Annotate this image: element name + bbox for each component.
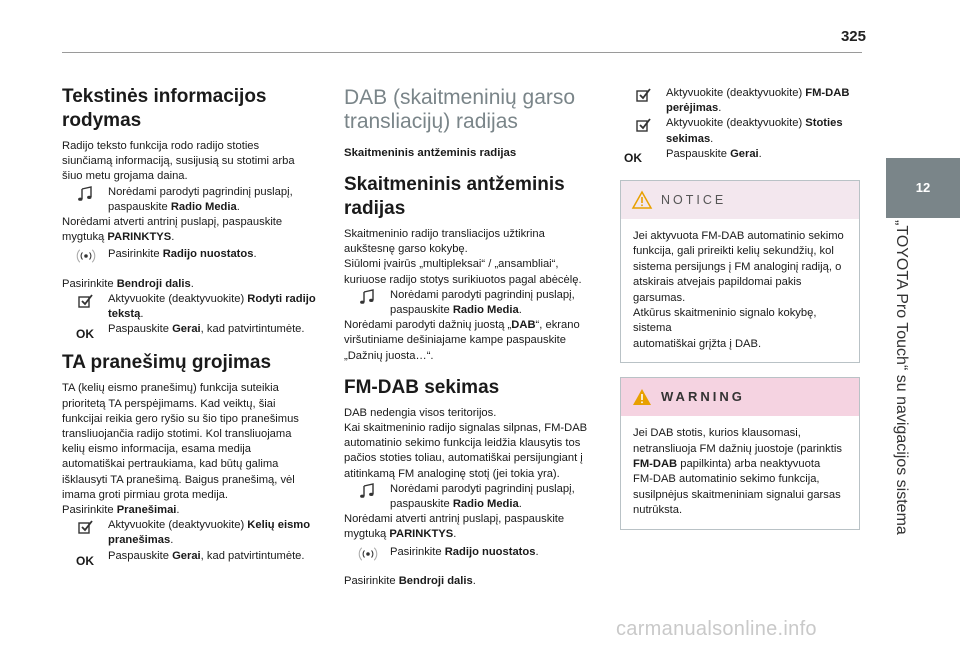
ok-icon: OK (76, 553, 94, 568)
step-confirm-ok: OK Paspauskite Gerai. (624, 147, 762, 165)
page-number: 325 (840, 28, 866, 45)
chapter-tab-number: 12 (915, 180, 931, 195)
warning-text: Jei DAB stotis, kurios klausomasi, netransliuoja FM dažnių juostoje (parinktis FM-DAB papilkinta) arba neaktyvuota FM-DAB automatinio sekimo funkcija, susilpnėjus skaitmeniniam signalui garsas nutrūksta. (633, 427, 842, 517)
music-note-icon (76, 186, 96, 202)
checkbox-icon (76, 519, 96, 535)
step-open-main-page: Norėdami parodyti pagrindinį puslapį, paspauskite Radio Media. (62, 185, 330, 215)
checkbox-icon (634, 117, 654, 133)
step-show-radio-text: Aktyvuokite (deaktyvuokite) Rodyti radijo tekstą. (62, 292, 330, 322)
music-note-icon (358, 483, 378, 499)
music-note-icon (358, 289, 378, 305)
notice-header (621, 181, 859, 219)
ok-icon: OK (624, 150, 642, 165)
column-2 (344, 86, 606, 589)
warning-header (621, 378, 859, 416)
chapter-side-title (872, 220, 912, 540)
heading-fm-dab: FM-DAB sekimas (344, 376, 500, 398)
watermark: carmanualsonline.info (616, 618, 817, 640)
step-confirm-ok: OK Paspauskite Gerai, kad patvirtintumėte. (76, 323, 305, 342)
warning-box (620, 377, 860, 529)
notice-box (620, 180, 860, 363)
column-1 (62, 85, 330, 568)
heading-terrestrial: Skaitmeninis antžeminis radijas (344, 174, 565, 219)
chapter-side-title-text: „TOYOTA Pro Touch“ su navigacijos sistema (893, 220, 910, 535)
paragraph-general: Pasirinkite Bendroji dalis. (344, 574, 476, 587)
paragraph-secondary-page: Norėdami atverti antrinį puslapį, paspauskite mygtuką PARINKTYS. (62, 216, 283, 244)
step-station-follow: Aktyvuokite (deaktyvuokite) Stoties sekimas. (620, 116, 860, 146)
checkbox-icon (634, 87, 654, 103)
paragraph-band: Norėdami parodyti dažnių juostą „DAB“, ekrano viršutiniame dešiniajame kampe paspauskite „Dažnių juosta…“. (344, 319, 580, 362)
ok-icon: OK (76, 327, 94, 342)
step-traffic-announcements: Aktyvuokite (deaktyvuokite) Kelių eismo pranešimas. (62, 518, 330, 548)
step-radio-settings: Pasirinkite Radijo nuostatos. (62, 247, 330, 262)
chapter-tab[interactable] (886, 158, 960, 218)
column-3 (620, 86, 860, 530)
warning-label: WARNING (661, 389, 745, 405)
heading-ta: TA pranešimų grojimas (62, 352, 272, 374)
notice-text: Jei aktyvuota FM-DAB automatinio sekimo funkcija, gali prireikti kelių sekundžių, kol sistema persijungs į FM analoginį radiją, o atskirais atvejais papildomai pakis garsumas. Atkūrus skaitmeninio signalo kokybę, sistema automatiškai grįžta į DAB. (633, 230, 844, 350)
warning-triangle-icon (631, 387, 653, 407)
paragraph-fm-dab: DAB nedengia visos teritorijos. Kai skaitmeninio radijo signalas silpnas, FM-DAB automatinio sekimo funkcija leidžia klausytis tos pačios stoties toliau, automatiškai persijungiant į atitinkamą FM analoginę stotį (jei tokia yra). (344, 406, 588, 480)
checkbox-icon (76, 293, 96, 309)
radio-signal-icon (76, 248, 96, 264)
paragraph-radio-text: Radijo teksto funkcija rodo radijo stoties siunčiamą informaciją, susijusią su stotimi arba šiuo metu grojama daina. (62, 140, 295, 183)
step-radio-settings: Pasirinkite Radijo nuostatos. (344, 545, 606, 560)
subheading-terrestrial: Skaitmeninis antžeminis radijas (344, 147, 517, 159)
step-open-main-page-2: Norėdami parodyti pagrindinį puslapį, paspauskite Radio Media. (344, 482, 606, 512)
heading-text-info: Tekstinės informacijos rodymas (62, 86, 267, 131)
step-fm-dab-switch: Aktyvuokite (deaktyvuokite) FM-DAB perėjimas. (620, 86, 860, 116)
top-divider (62, 52, 862, 53)
paragraph-general: Pasirinkite Bendroji dalis. (62, 277, 194, 290)
radio-signal-icon (358, 546, 378, 562)
step-confirm-ok-2: OK Paspauskite Gerai, kad patvirtintumėte. (76, 549, 305, 568)
paragraph-ta: TA (kelių eismo pranešimų) funkcija suteikia prioritetą TA perspėjimams. Kad veiktų, šiai funkcijai reikia gero ryšio su šio tipo pranešimus transliuojančia radijo stotimi. Kol transliuojama kelių eismo informacija, esama medija automatiškai pertraukiama, kad būtų galima išklausyti TA pranešimą. Baigus pranešimą, vėl imama groti pirmiau grota medija. Pasirinkite Pranešimai. (62, 382, 299, 517)
step-open-main-page: Norėdami parodyti pagrindinį puslapį, paspauskite Radio Media. (344, 288, 606, 318)
notice-label: NOTICE (661, 193, 727, 208)
warning-triangle-icon (631, 190, 653, 210)
paragraph-digital-radio: Skaitmeninio radijo transliacijos užtikrina aukštesnę garso kokybę. Siūlomi įvairūs „multipleksai“ / „ansambliai“, kuriuose radijo stotys surikiuotos pagal abėcėlę. (344, 228, 582, 286)
paragraph-secondary-page: Norėdami atverti antrinį puslapį, paspauskite mygtuką PARINKTYS. (344, 513, 565, 541)
heading-dab: DAB (skaitmeninių garso transliacijų) radijas (344, 86, 576, 133)
